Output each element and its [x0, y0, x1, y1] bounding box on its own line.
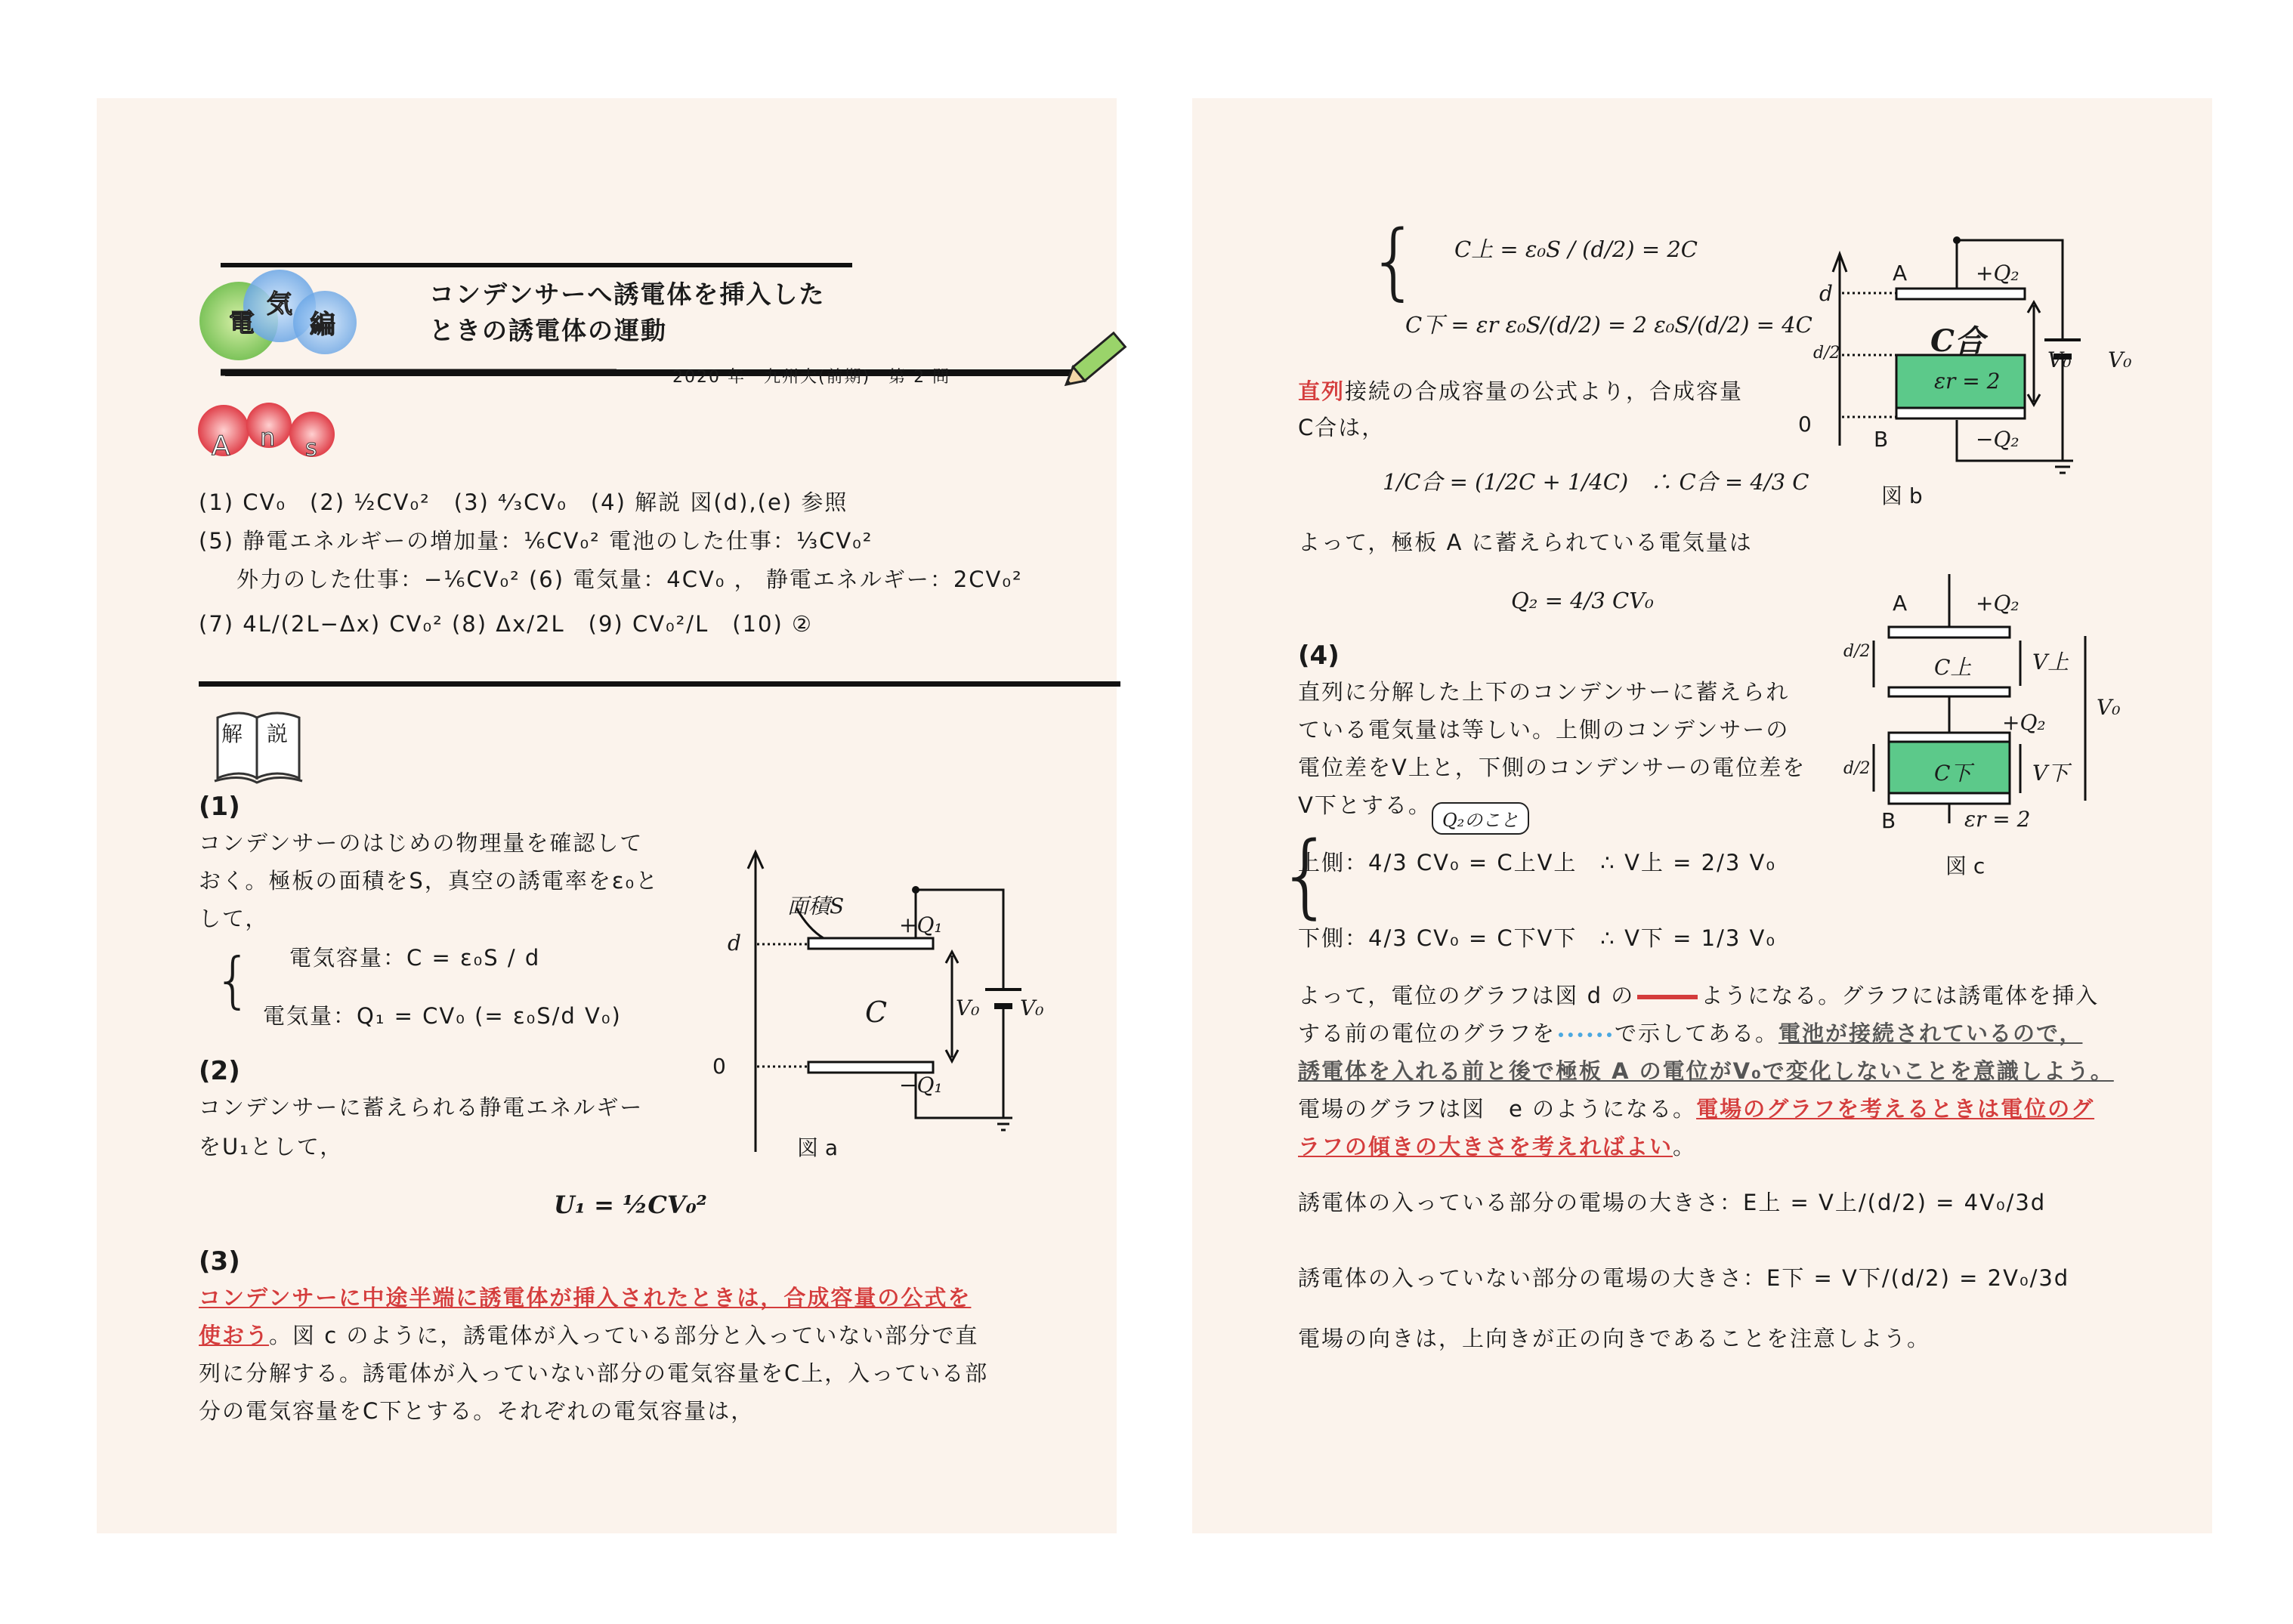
- series-red: 直列: [1298, 378, 1346, 404]
- section-3-heading: (3): [199, 1246, 240, 1277]
- fig-c-caption: 図 c: [1945, 854, 1986, 878]
- fig-b-minus: −Q₂: [1976, 427, 2020, 452]
- fig-b-d: d: [1819, 281, 1833, 306]
- fig-c-vu: V上: [2032, 650, 2069, 675]
- graph-text-1b: ようになる。グラフには誘電体を挿入: [1701, 983, 2100, 1008]
- fig-a-caption: 図 a: [797, 1135, 839, 1160]
- eq-charge: 電気量：Q₁ = CV₀ (= ε₀S/d V₀): [263, 1003, 622, 1029]
- fig-c-cd: C下: [1934, 761, 1972, 786]
- ans-char-3: s: [305, 435, 317, 462]
- kaisetsu-char-2: 説: [267, 721, 289, 746]
- section-1-text-1: コンデンサーのはじめの物理量を確認して: [199, 830, 644, 856]
- fig-c-plus: +Q₂: [1976, 591, 2020, 616]
- graph-text-line-4: [1298, 1094, 2094, 1124]
- section-3-line-2: [199, 1320, 978, 1351]
- fig-b-v-inner: V₀: [2047, 347, 2072, 372]
- fig-a-area-label: 面積S: [787, 894, 845, 919]
- eq-c-lower: C下 = εr ε₀S/(d/2) = 2 ε₀S/(d/2) = 4C: [1405, 312, 1812, 338]
- eq-upper-side: 上側：4/3 CV₀ = C上V上 ∴ V上 = 2/3 V₀: [1298, 850, 1777, 875]
- eq-c-upper: C上 = ε₀S / (d/2) = 2C: [1454, 236, 1698, 262]
- page-left: [97, 98, 1117, 1533]
- fig-c-a: A: [1893, 591, 1908, 616]
- answers-divider: [199, 681, 1120, 687]
- brace-right-4: {: [1277, 823, 1335, 928]
- section-3-key-point-2: 使おう: [199, 1323, 270, 1348]
- series-text: [1298, 376, 1743, 406]
- series-text-body: 接続の合成容量の公式より，合成容量: [1345, 378, 1744, 404]
- fig-b-v-battery: V₀: [2108, 347, 2132, 372]
- ans-char-1: A: [212, 431, 230, 462]
- fig-a-minus-q: −Q₁: [899, 1073, 943, 1098]
- answer-row-3: 外力のした仕事：−⅙CV₀² (6) 電気量：4CV₀ ， 静電エネルギー：2CV₀²: [236, 567, 1023, 592]
- graph-text-2c: 電池が接続されているので，: [1778, 1020, 2083, 1046]
- graph-text-2a: する前の電位のグラフを: [1298, 1020, 1556, 1046]
- title-line-1: コンデンサーへ誘電体を挿入した: [429, 279, 826, 309]
- q2-text: よって，極板 A に蓄えられている電気量は: [1298, 529, 1753, 555]
- badge-char-1: 電: [229, 308, 255, 338]
- fig-b-a: A: [1893, 261, 1908, 286]
- fig-c-plus2: +Q₂: [2002, 710, 2046, 735]
- fig-b-plus: +Q₂: [1976, 261, 2020, 286]
- fig-a-zero: 0: [712, 1054, 726, 1079]
- fig-b-c-comb: C合: [1930, 323, 1985, 359]
- fig-b-er: εr = 2: [1934, 369, 2001, 394]
- answer-row-4: (7) 4L/(2L−Δx) CV₀² (8) Δx/2L (9) CV₀²/L (10) ②: [199, 611, 813, 637]
- section-4-text-3: 電位差をV上と，下側のコンデンサーの電位差を: [1298, 755, 1806, 780]
- fig-b-d2: d/2: [1813, 344, 1840, 363]
- graph-text-5b: 。: [1673, 1134, 1697, 1159]
- source-label: 2020 年 九州大(前期) 第 2 問: [672, 368, 951, 387]
- graph-text-line-2: [1298, 1018, 2082, 1048]
- section-4-text-2: ている電気量は等しい。上側のコンデンサーの: [1298, 717, 1790, 743]
- graph-text-2b: で示してある。: [1615, 1020, 1779, 1046]
- graph-text-line-5: [1298, 1132, 1696, 1162]
- fig-c-vd: V下: [2032, 761, 2069, 786]
- section-1-heading: (1): [199, 792, 240, 822]
- badge-char-3: 編: [310, 310, 335, 340]
- graph-text-line-3: 誘電体を入れる前と後で極板 A の電位がV₀で変化しないことを意識しよう。: [1298, 1058, 2114, 1084]
- figure-a-circuit: [703, 846, 1111, 1163]
- fig-a-d: d: [728, 931, 741, 956]
- section-2-heading: (2): [199, 1056, 240, 1086]
- graph-text-4a: 電場のグラフは図 e のようになる。: [1298, 1096, 1697, 1122]
- section-4-text-1: 直列に分解した上下のコンデンサーに蓄えられ: [1298, 679, 1790, 705]
- fig-c-cu: C上: [1934, 655, 1972, 680]
- section-4-heading: (4): [1298, 641, 1340, 671]
- eq-capacitance: 電気容量：C = ε₀S / d: [289, 945, 541, 971]
- section-1-text-3: して，: [199, 906, 269, 931]
- section-3-key-point-1: コンデンサーに中途半端に誘電体が挿入されたときは，合成容量の公式を: [199, 1285, 972, 1311]
- fig-a-v-inner: V₀: [956, 996, 980, 1020]
- eq-q2: Q₂ = 4/3 CV₀: [1511, 588, 1654, 613]
- eq-lower-side: 下側：4/3 CV₀ = C下V下 ∴ V下 = 1/3 V₀: [1298, 925, 1777, 951]
- fig-c-er: εr = 2: [1964, 807, 2031, 832]
- red-line-legend: [1637, 995, 1698, 999]
- kaisetsu-char-1: 解: [221, 721, 243, 746]
- section-3-text-4: 分の電気容量をC下とする。それぞれの電気容量は，: [199, 1398, 755, 1424]
- section-1-text-2: おく。極板の面積をS，真空の誘電率をε₀と: [199, 868, 660, 894]
- fig-b-b: B: [1874, 427, 1889, 452]
- fig-a-c: C: [865, 996, 888, 1029]
- brace-right-top: {: [1367, 212, 1420, 309]
- field-upper: 誘電体の入っている部分の電場の大きさ：E上 = V上/(d/2) = 4V₀/3d: [1298, 1190, 2047, 1215]
- fig-c-b: B: [1881, 808, 1896, 833]
- fig-c-d2-upper: d/2: [1843, 642, 1871, 661]
- fig-c-d2-lower: d/2: [1843, 759, 1871, 778]
- section-3-text-2: 。図 c のように，誘電体が入っている部分と入っていない部分で直: [269, 1323, 979, 1348]
- q2-bubble: Q₂のこと: [1432, 802, 1529, 835]
- fig-b-caption: 図 b: [1881, 483, 1923, 508]
- figure-c-capacitor: [1836, 574, 2108, 846]
- field-direction-note: 電場の向きは，上向きが正の向きであることを注意しよう。: [1298, 1326, 1931, 1351]
- graph-text-1a: よって，電位のグラフは図 d の: [1298, 983, 1635, 1008]
- ans-char-2: n: [260, 423, 276, 452]
- title-line-2: ときの誘電体の運動: [429, 316, 667, 345]
- blue-dotted-legend: [1559, 1033, 1612, 1037]
- section-3-text-3: 列に分解する。誘電体が入っていない部分の電気容量をC上，入っている部: [199, 1360, 989, 1386]
- graph-text-5: ラフの傾きの大きさを考えればよい: [1298, 1134, 1673, 1159]
- eq-combined: 1/C合 = (1/2C + 1/4C) ∴ C合 = 4/3 C: [1383, 469, 1809, 495]
- fig-a-plus-q: +Q₁: [899, 912, 943, 937]
- section-4-text-4: V下とする。: [1298, 792, 1432, 818]
- eq-energy: U₁ = ½CV₀²: [554, 1190, 707, 1219]
- badge-char-2: 気: [267, 289, 292, 320]
- answer-row-2: (5) 静電エネルギーの増加量：⅙CV₀² 電池のした仕事：⅓CV₀²: [199, 528, 873, 554]
- answer-row-1: (1) CV₀ (2) ½CV₀² (3) ⁴⁄₃CV₀ (4) 解説 図(d),(e) 参照: [199, 489, 848, 515]
- graph-text-4b: 電場のグラフを考えるときは電位のグ: [1696, 1096, 2095, 1122]
- series-text-2: C合は，: [1298, 415, 1386, 440]
- fig-c-v: V₀: [2097, 695, 2121, 720]
- field-lower: 誘電体の入っていない部分の電場の大きさ：E下 = V下/(d/2) = 2V₀/3d: [1298, 1265, 2070, 1291]
- brace-1: {: [214, 945, 252, 1015]
- fig-b-zero: 0: [1798, 412, 1812, 437]
- section-2-text-2: をU₁として，: [199, 1134, 344, 1159]
- graph-text-line-1: [1298, 980, 2099, 1011]
- section-2-text-1: コンデンサーに蓄えられる静電エネルギー: [199, 1095, 644, 1120]
- fig-a-v-battery: V₀: [1020, 996, 1044, 1020]
